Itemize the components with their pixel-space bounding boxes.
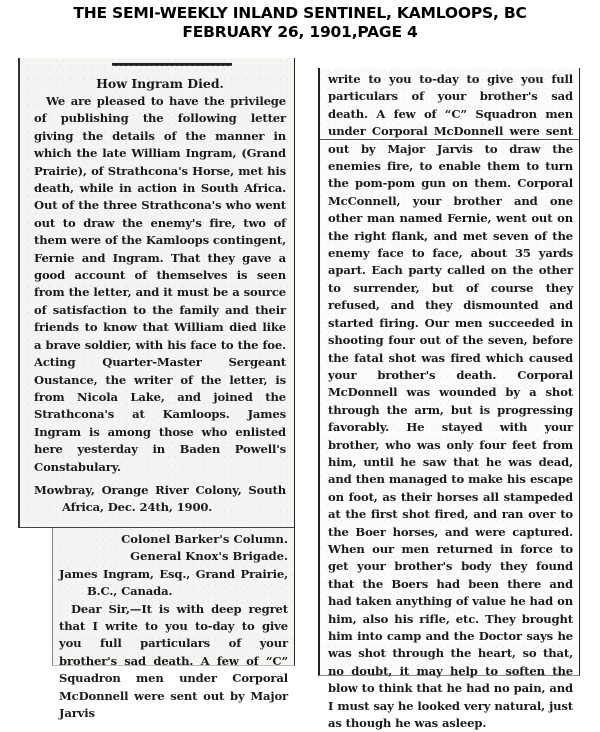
clipping-letter-opening — [52, 528, 295, 721]
clipping-seam — [320, 139, 579, 140]
intro-paragraph: We are pleased to have the privilege of publishing the following letter giving the details of the manner in which the late William Ingram, (Grand Prairie), of Strathcona's Horse, met his death, while in action in South Africa. Out of the three Strathcona's who went out to draw the enemy's fire, two of them were of the Kamloops contingent, Fernie and Ingram. That they gave a good account of themselves is seen from the letter, and it must be a source of satisfaction to the family and their friends to know that William died like a brave soldier, with his face to the foe. Acting Quarter-Master Sergeant Oustance, the writer of the letter, is from Nicola Lake, and joined the Strathcona's at Kamloops. James Ingram is among those who enlisted here yesterday in Baden Powell's Constabulary. — [34, 94, 286, 474]
dateline: Mowbray, Orange River Colony, South Africa, Dec. 24th, 1900. — [34, 482, 286, 515]
issue-date-page: FEBRUARY 26, 1901,PAGE 4 — [182, 23, 418, 41]
decorative-rule — [112, 63, 232, 66]
letter-body: write to you to-day to give you full particulars of your brother's sad death. A few of “C” Squadron men under Corporal McDonnell were sent out by Major Jarvis to draw the enemies fire, to enable them to turn the pom-pom gun on them. Corporal McConnell, your brother and one other man named Fernie, went out on the right flank, and met seven of the enemy face to face, about 35 yards apart. Each party called on the other to surrender, but of course they refused, and they dismounted and started firing. Our men succeeded in shooting four out of the seven, before the fatal shot was fired which caused your brother's death. Corporal McDonnell was wounded by a shot through the arm, but is progressing favorably. He stayed with your brother, who was only four feet from him, until he saw that he was dead, and then managed to make his escape on foot, as their horses all stampeded at the first shot fired, and ran over to the Boer horses, and were captured. When our men returned in force to get your brother's body they found that the Boers had been there and had taken anything of value he had on him, also his rifle, etc. They brought him into camp and the Doctor says he was shot through the heart, so that, no doubt, it may help to soften the blow to think that he had no pain, and I must say he looked very natural, just as though he was asleep. — [328, 72, 573, 731]
clipping-letter-continuation — [318, 68, 580, 731]
letter-opening: Dear Sir,—It is with deep regret that I write to you to-day to give you full particulars of your brother's sad death. A few of “C” Squadron men under Corporal McDonnell were sent out by Major Jarvis — [59, 601, 288, 721]
page-title — [0, 4, 600, 42]
newspaper-name: THE SEMI-WEEKLY INLAND SENTINEL, KAMLOOPS, BC — [73, 4, 527, 22]
addressee: James Ingram, Esq., Grand Prairie, B.C., Canada. — [59, 566, 288, 599]
article-headline: How Ingram Died. — [96, 76, 224, 91]
letter-header-column: Colonel Barker's Column. — [121, 532, 288, 546]
letter-header-brigade: General Knox's Brigade. — [130, 549, 288, 564]
clipping-intro — [18, 58, 295, 528]
